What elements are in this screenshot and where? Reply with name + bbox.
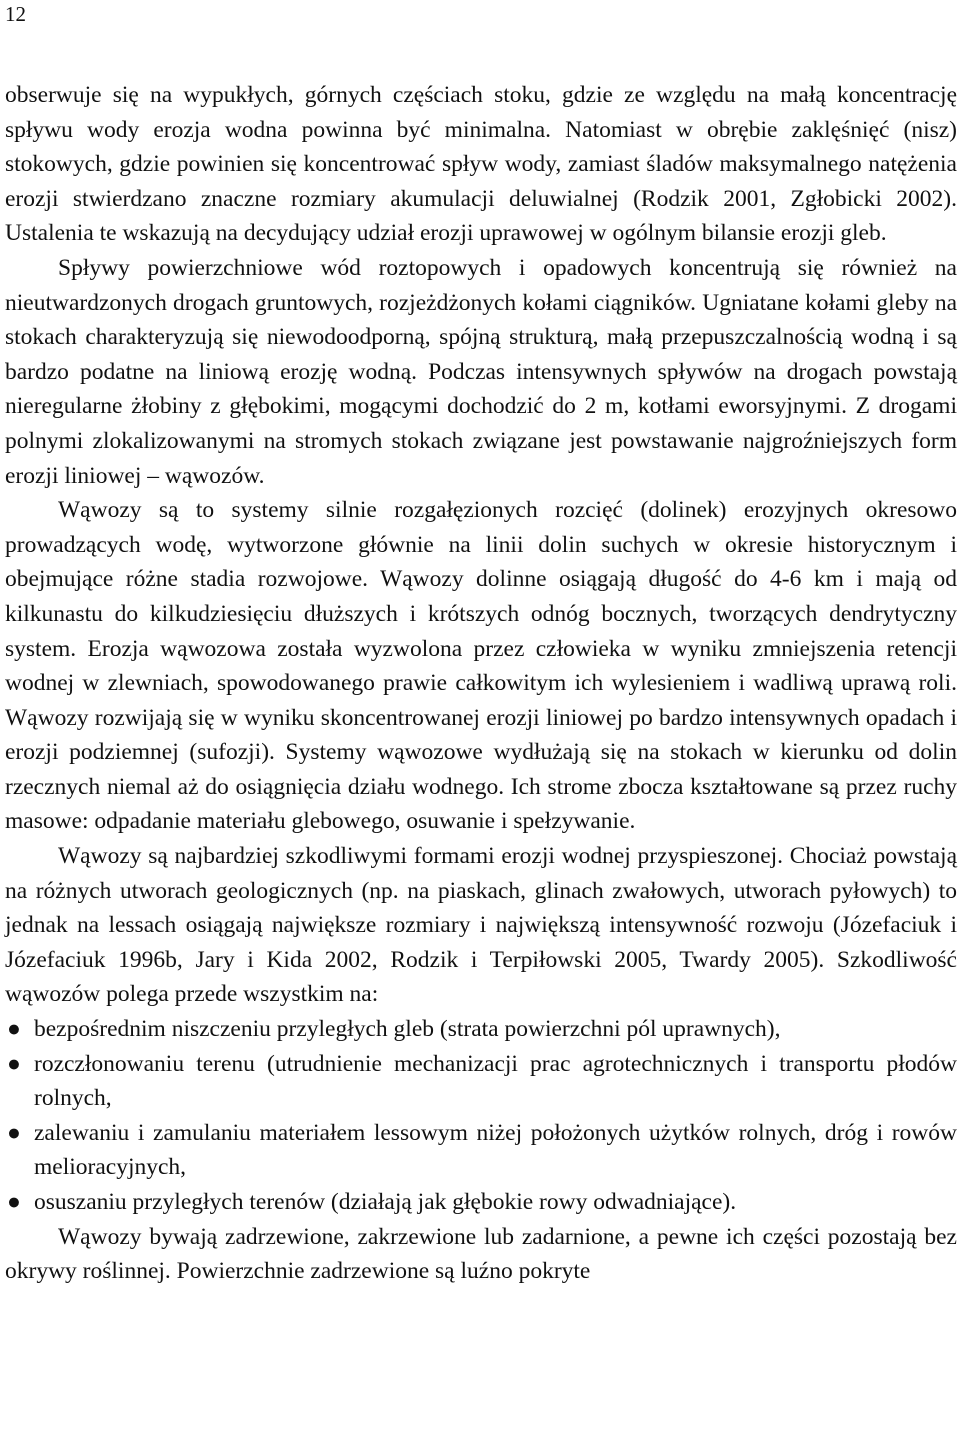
paragraph-5: Wąwozy bywają zadrzewione, zakrzewione lub zadarnione, a pewne ich części pozostają bez okrywy roślinnej. Powierzchnie zadrzewione są luźno pokryte xyxy=(5,1223,957,1285)
bullet-icon: ● xyxy=(7,1119,21,1145)
bullet-icon: ● xyxy=(7,1050,21,1076)
bullet-icon: ● xyxy=(7,1016,21,1042)
list-item xyxy=(5,1012,957,1047)
list-item xyxy=(5,1047,957,1116)
harm-list xyxy=(5,1012,957,1220)
document-body xyxy=(5,78,957,1289)
list-item-text: zalewaniu i zamulaniu materiałem lessowym niżej położonych użytków rolnych, dróg i rowów melioracyjnych, xyxy=(34,1119,957,1181)
paragraph-3: Wąwozy są to systemy silnie rozgałęzionych rozcięć (dolinek) erozyjnych okresowo prowadzących wodę, wytworzone głównie na linii dolin suchych w okresie historycznym i obejmujące różne stadia rozwojowe. Wąwozy dolinne osiągają długość do 4-6 km i mają od kilkunastu do kilkudziesięciu dłuższych i krótszych odnóg bocznych, tworzących dendrytyczny system. Erozja wąwozowa została wyzwolona przez człowieka w wyniku zmniejszenia retencji wodnej w zlewniach, spowodowanego prawie całkowitym ich wylesieniem i wadliwą uprawą roli. Wąwozy rozwijają się w wyniku skoncentrowanej erozji liniowej po bardzo intensywnych opadach i erozji podziemnej (sufozji). Systemy wąwozowe wydłużają się na stokach w kierunku od dolin rzecznych niemal aż do osiągnięcia działu wodnego. Ich strome zbocza kształtowane są przez ruchy masowe: odpadanie materiału glebowego, osuwanie i spełzywanie. xyxy=(5,497,957,835)
list-item xyxy=(5,1116,957,1185)
list-item-text: bezpośrednim niszczeniu przyległych gleb (strata powierzchni pól uprawnych), xyxy=(34,1016,781,1043)
bullet-icon: ● xyxy=(7,1189,21,1214)
paragraph-1: obserwuje się na wypukłych, górnych częściach stoku, gdzie ze względu na małą koncentrację spływu wody erozja wodna powinna być minimalna. Natomiast w obrębie zaklęśnięć (nisz) stokowych, gdzie powinien się koncentrować spływ wody, zamiast śladów maksymalnego natężenia erozji stwierdzano znaczne rozmiary akumulacji deluwialnej (Rodzik 2001, Zgłobicki 2002). Ustalenia te wskazują na decydujący udział erozji uprawowej w ogólnym bilansie erozji gleb. xyxy=(5,82,957,247)
list-item xyxy=(5,1185,957,1220)
paragraph-2: Spływy powierzchniowe wód roztopowych i opadowych koncentrują się również na nieutwardzonych drogach gruntowych, rozjeżdżonych kołami ciągników. Ugniatane kołami gleby na stokach charakteryzują się niewodoodporną, spójną strukturą, małą przepuszczalnością wodną i są bardzo podatne na liniową erozję wodną. Podczas intensywnych spływów na drogach powstają nieregularne żłobiny z głębokimi, mogącymi dochodzić do 2 m, kotłami eworsyjnymi. Z drogami polnymi zlokalizowanymi na stromych stokach związane jest powstawanie najgroźniejszych form erozji liniowej – wąwozów. xyxy=(5,254,957,489)
list-item-text: rozczłonowaniu terenu (utrudnienie mechanizacji prac agrotechnicznych i transportu płodów rolnych, xyxy=(34,1050,957,1112)
list-item-text: osuszaniu przyległych terenów (działają jak głębokie rowy odwadniające). xyxy=(34,1189,737,1215)
paragraph-4: Wąwozy są najbardziej szkodliwymi formami erozji wodnej przyspieszonej. Chociaż powstają na różnych utworach geologicznych (np. na piaskach, glinach zwałowych, utworach pyłowych) to jednak na lessach osiągają największe rozmiary i największą intensywność rozwoju (Józefaciuk i Józefaciuk 1996b, Jary i Kida 2002, Rodzik i Terpiłowski 2005, Twardy 2005). Szkodliwość wąwozów polega przede wszystkim na: xyxy=(5,843,957,1008)
page-number: 12 xyxy=(5,2,26,26)
